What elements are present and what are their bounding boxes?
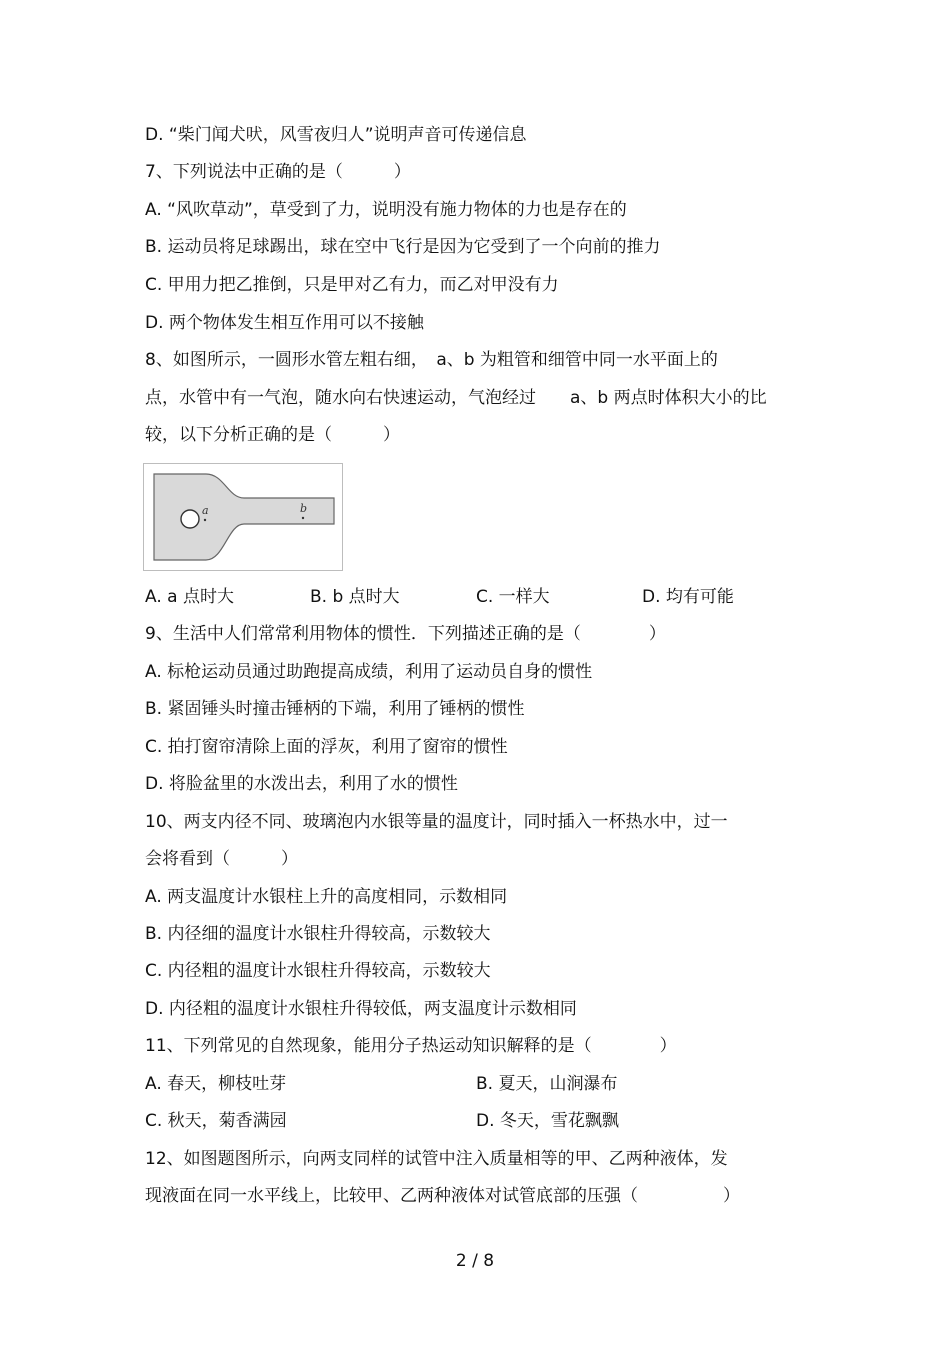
water-pipe-figure bbox=[143, 463, 343, 571]
point-b-label: b bbox=[300, 502, 308, 515]
q8-stem-line-3: 较，以下分析正确的是（ ） bbox=[145, 425, 400, 445]
q8-stem-line-2: 点，水管中有一气泡，随水向右快速运动，气泡经过 a、b 两点时体积大小的比 bbox=[145, 388, 767, 408]
q8-option-c: C. 一样大 bbox=[476, 587, 550, 607]
q9-stem: 9、生活中人们常常利用物体的惯性．下列描述正确的是（ ） bbox=[145, 624, 666, 644]
point-a-dot bbox=[204, 519, 206, 521]
pipe-diagram bbox=[144, 464, 342, 570]
q12-stem-line-1: 12、如图题图所示，向两支同样的试管中注入质量相等的甲、乙两种液体，发 bbox=[145, 1149, 728, 1169]
q10-stem-line-1: 10、两支内径不同、玻璃泡内水银等量的温度计，同时插入一杯热水中，过一 bbox=[145, 812, 728, 832]
q11-option-a: A. 春天，柳枝吐芽 bbox=[145, 1074, 287, 1094]
q10-stem-line-2: 会将看到（ ） bbox=[145, 849, 298, 869]
q7-option-c: C. 甲用力把乙推倒，只是甲对乙有力，而乙对甲没有力 bbox=[145, 275, 559, 295]
q11-option-b: B. 夏天，山涧瀑布 bbox=[476, 1074, 618, 1094]
q9-option-a: A. 标枪运动员通过助跑提高成绩，利用了运动员自身的惯性 bbox=[145, 662, 593, 682]
q12-stem-line-2: 现液面在同一水平线上，比较甲、乙两种液体对试管底部的压强（ ） bbox=[145, 1186, 740, 1206]
q6-option-d: D. “柴门闻犬吠，风雪夜归人”说明声音可传递信息 bbox=[145, 125, 527, 145]
point-a-label: a bbox=[202, 504, 209, 517]
q10-option-d: D. 内径粗的温度计水银柱升得较低，两支温度计示数相同 bbox=[145, 999, 577, 1019]
q11-option-d: D. 冬天，雪花飘飘 bbox=[476, 1111, 619, 1131]
q8-option-b: B. b 点时大 bbox=[310, 587, 400, 607]
q10-option-a: A. 两支温度计水银柱上升的高度相同，示数相同 bbox=[145, 887, 508, 907]
q9-option-c: C. 拍打窗帘清除上面的浮灰，利用了窗帘的惯性 bbox=[145, 737, 508, 757]
q7-stem: 7、下列说法中正确的是（ ） bbox=[145, 162, 411, 182]
q9-option-b: B. 紧固锤头时撞击锤柄的下端，利用了锤柄的惯性 bbox=[145, 699, 525, 719]
q11-stem: 11、下列常见的自然现象，能用分子热运动知识解释的是（ ） bbox=[145, 1036, 677, 1056]
bubble bbox=[181, 510, 199, 528]
q10-option-b: B. 内径细的温度计水银柱升得较高，示数较大 bbox=[145, 924, 491, 944]
q8-option-d: D. 均有可能 bbox=[642, 587, 734, 607]
q7-option-d: D. 两个物体发生相互作用可以不接触 bbox=[145, 313, 424, 333]
point-b-dot bbox=[302, 517, 304, 519]
q8-stem-line-1: 8、如图所示，一圆形水管左粗右细， a、b 为粗管和细管中同一水平面上的 bbox=[145, 350, 718, 370]
q10-option-c: C. 内径粗的温度计水银柱升得较高，示数较大 bbox=[145, 961, 491, 981]
page-number: 2 / 8 bbox=[455, 1251, 495, 1271]
q8-option-a: A. a 点时大 bbox=[145, 587, 234, 607]
q7-option-b: B. 运动员将足球踢出，球在空中飞行是因为它受到了一个向前的推力 bbox=[145, 237, 661, 257]
q9-option-d: D. 将脸盆里的水泼出去，利用了水的惯性 bbox=[145, 774, 458, 794]
q11-option-c: C. 秋天，菊香满园 bbox=[145, 1111, 287, 1131]
q7-option-a: A. “风吹草动”，草受到了力，说明没有施力物体的力也是存在的 bbox=[145, 200, 627, 220]
